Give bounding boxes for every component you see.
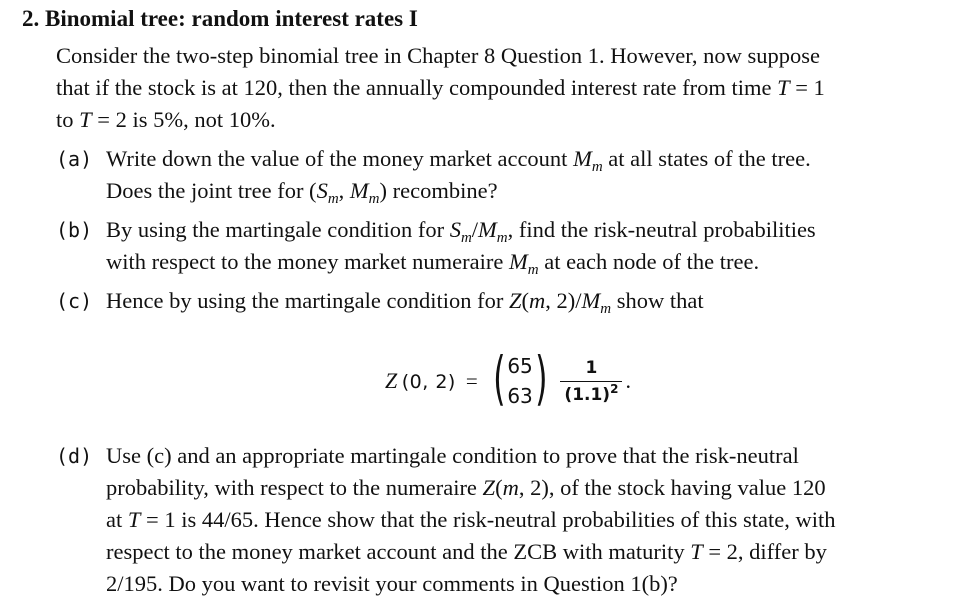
part-b-text: By using the martingale condition for $S_m/M_m$, find the risk-neutral probabilities with respect to the money market numeraire $M_m$ at each node of the tree. <box>106 217 816 278</box>
part-a-line-2: Does the joint tree for ( <box>106 178 317 203</box>
part-a <box>56 143 918 207</box>
part-c-line-1-end: show that <box>611 288 704 313</box>
binomial-bottom: 63 <box>507 384 533 408</box>
part-b <box>56 214 918 278</box>
question-title: Binomial tree: random interest rates I <box>45 6 418 31</box>
equation-lhs: Z (0, 2) <box>385 368 456 393</box>
left-paren: ( <box>492 344 506 412</box>
intro-line-2-end: = 1 <box>789 75 825 100</box>
intro-line-1: Consider the two-step binomial tree in Chapter 8 Question 1. However, now suppose <box>56 43 820 68</box>
intro-line-2: that if the stock is at 120, then the annually compounded interest rate from time <box>56 75 778 100</box>
part-d-line-1: Use (c) and an appropriate martingale condition to prove that the risk-neutral <box>106 443 799 468</box>
binomial-stack <box>507 351 532 411</box>
part-d-line-3: at <box>106 507 128 532</box>
part-d-line-2: probability, with respect to the numeraire <box>106 475 483 500</box>
part-a-line-1: Write down the value of the money market account <box>106 146 574 171</box>
part-d-line-4-end: = 2, differ by <box>702 539 827 564</box>
part-b-line-1: By using the martingale condition for <box>106 217 450 242</box>
part-d-label: (d) <box>56 444 93 468</box>
part-b-line-1-end: , find the risk-neutral probabilities <box>507 217 816 242</box>
part-d-line-3-end: = 1 is 44/65. Hence show that the risk-neutral probabilities of this state, with <box>140 507 836 532</box>
part-c-text: Hence by using the martingale condition for Z(m, $2)/M_m$ show that <box>106 288 704 317</box>
var-T: T <box>79 107 92 132</box>
part-c <box>56 285 918 317</box>
part-c-label: (c) <box>56 289 93 313</box>
part-c-line-1: Hence by using the martingale condition for <box>106 288 510 313</box>
question-heading <box>22 6 418 32</box>
part-d-line-2-end: , of the stock having value 120 <box>548 475 826 500</box>
part-a-text: Write down the value of the money market account $M_m$ at all states of the tree. Does the joint tree for ($S_m$, $M_m$) recombine? <box>106 146 811 207</box>
part-d-text: Use (c) and an appropriate martingale condition to prove that the risk-neutral probability, with respect to the numeraire Z(m, 2), of the stock having value 120 at T = 1 is 44/65. Hence show that the risk-neutral probabilities of this state, with respect to the money market account and the ZCB with maturity T = 2, differ by 2/195. Do you want to revisit your comments in Question 1(b)? <box>106 443 836 596</box>
intro-line-3-end: = 2 is 5%, not 10%. <box>91 107 276 132</box>
intro-line-3: to <box>56 107 80 132</box>
part-a-label: (a) <box>56 147 93 171</box>
fraction-denominator-base: (1.1) <box>564 384 611 405</box>
binomial-fraction <box>488 344 553 412</box>
right-paren: ) <box>534 344 548 412</box>
part-b-line-2: with respect to the money market numeraire <box>106 249 509 274</box>
discount-fraction <box>560 358 622 405</box>
fraction-denominator <box>560 381 622 405</box>
equation-lhs-args: (0, 2) <box>401 371 456 393</box>
fraction-numerator: 1 <box>585 357 598 378</box>
part-d-line-5: 2/195. Do you want to revisit your comments in Question 1(b)? <box>106 571 678 596</box>
part-b-label: (b) <box>56 218 93 242</box>
part-a-line-2-end: ) recombine? <box>379 178 498 203</box>
part-b-line-2-end: at each node of the tree. <box>538 249 760 274</box>
var-T: T <box>777 75 790 100</box>
display-equation <box>385 345 631 417</box>
equation-period: . <box>625 368 631 393</box>
part-d <box>56 440 918 600</box>
question-number: 2. <box>22 6 40 31</box>
question-intro <box>56 40 918 136</box>
part-a-line-1-end: at all states of the tree. <box>602 146 811 171</box>
exponent-2: 2 <box>610 381 619 396</box>
binomial-top: 65 <box>507 354 533 378</box>
equals-sign: = <box>465 368 478 393</box>
part-d-line-4: respect to the money market account and the ZCB with maturity <box>106 539 691 564</box>
